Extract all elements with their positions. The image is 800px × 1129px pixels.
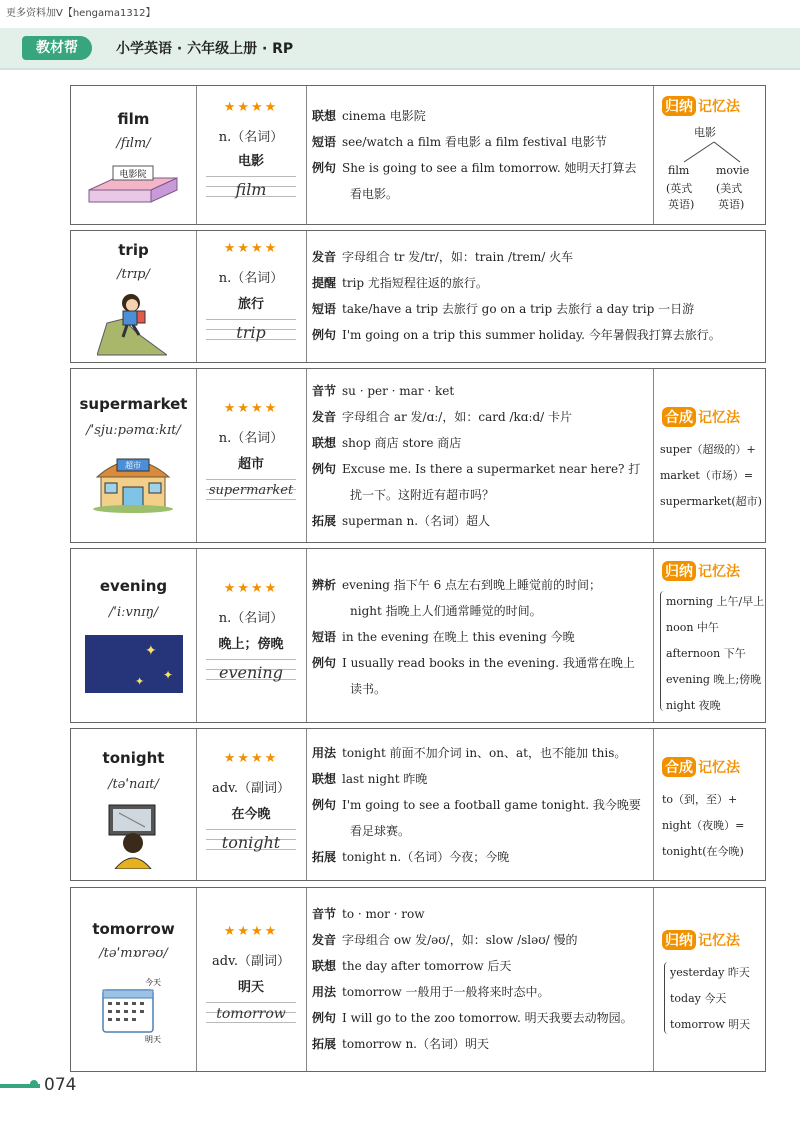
page-number: 074: [44, 1075, 77, 1095]
memory-line: afternoon 下午: [666, 647, 746, 660]
word-card-film: [70, 85, 766, 225]
memory-line: evening 晚上;傍晚: [666, 673, 762, 686]
word-card-evening: [70, 548, 766, 723]
note-row: 例句 I will go to the zoo tomorrow. 明天我要去动物园。: [312, 1011, 633, 1025]
frequency-stars: ★★★★: [223, 924, 279, 939]
word-phonetic: /ˈiːvnɪŋ/: [108, 605, 159, 620]
note-row: 发音 字母组合 tr 发/tr/，如：train /treɪn/ 火车: [312, 250, 574, 264]
memory-column: [653, 888, 767, 1071]
memory-line: supermarket(超市): [660, 495, 762, 508]
memory-line: night（夜晚）=: [662, 819, 745, 832]
word-meaning: 电影: [237, 154, 264, 169]
memory-bracket: [660, 591, 664, 711]
night-sky-illustration: [85, 635, 183, 693]
meaning-column: [196, 549, 306, 722]
memory-title: 归纳 记忆法: [662, 930, 740, 950]
notes-column: [306, 369, 653, 542]
word-card-tomorrow: [70, 887, 766, 1072]
word-headword: evening: [99, 577, 168, 595]
memory-column: [653, 729, 767, 880]
notes-column: [306, 888, 653, 1071]
calendar-tomorrow-label: 明天: [145, 1035, 161, 1044]
memory-title: 合成 记忆法: [662, 407, 740, 427]
memory-line: tonight(在今晚): [662, 845, 744, 858]
word-column: [71, 888, 196, 1071]
word-card-supermarket: [70, 368, 766, 543]
word-column: [71, 729, 196, 880]
cinema-sign-text: 电影院: [119, 170, 147, 180]
part-of-speech: n.（名词）: [218, 611, 284, 626]
hiker-illustration: [97, 289, 167, 357]
top-note: 更多资料加V【hengama1312】: [6, 8, 156, 19]
calendar-today-label: 今天: [145, 978, 161, 987]
memory-title: 合成 记忆法: [662, 757, 740, 777]
memory-column: [653, 549, 767, 722]
memory-title: 归纳 记忆法: [662, 96, 740, 116]
handwriting-sample: tomorrow: [216, 1006, 286, 1022]
part-of-speech: n.（名词）: [218, 431, 284, 446]
word-meaning: 晚上；傍晚: [218, 637, 284, 652]
memory-line: morning 上午/早上: [666, 595, 765, 608]
note-row: 短语 in the evening 在晚上 this evening 今晚: [312, 630, 575, 644]
frequency-stars: ★★★★: [223, 751, 279, 766]
note-row: 音节 to · mor · row: [312, 907, 425, 921]
supermarket-sign-text: 超市: [125, 461, 141, 470]
word-phonetic: /fɪlm/: [116, 136, 151, 151]
note-row: 用法 tonight 前面不加介词 in、on、at，也不能加 this。: [312, 746, 627, 760]
note-row: 音节 su · per · mar · ket: [312, 384, 455, 398]
meaning-column: [196, 231, 306, 362]
note-row-continued: night 指晚上人们通常睡觉的时间。: [350, 604, 542, 618]
meaning-column: [196, 86, 306, 224]
word-meaning: 在今晚: [231, 807, 271, 822]
note-row: 拓展 tomorrow n.（名词）明天: [312, 1037, 489, 1051]
notes-column: [306, 549, 653, 722]
word-meaning: 超市: [237, 457, 264, 472]
cinema-illustration: [85, 164, 181, 204]
memory-line: today 今天: [670, 992, 727, 1005]
note-row: 发音 字母组合 ow 发/əʊ/，如：slow /sləʊ/ 慢的: [312, 933, 578, 947]
tv-watcher-illustration: [105, 803, 161, 869]
memory-column: [653, 369, 767, 542]
word-phonetic: /trɪp/: [117, 267, 150, 282]
memory-line: to（到，至）+: [662, 793, 738, 806]
word-column: [71, 549, 196, 722]
note-row: 例句 Excuse me. Is there a supermarket near here? 打: [312, 462, 641, 476]
note-row: 用法 tomorrow 一般用于一般将来时态中。: [312, 985, 550, 999]
word-headword: tomorrow: [92, 920, 175, 938]
memory-branch-left-note2: 英语): [668, 198, 695, 211]
note-row-continued: 看足球赛。: [350, 824, 411, 838]
meaning-column: [196, 729, 306, 880]
memory-root: 电影: [694, 126, 716, 139]
memory-line: night 夜晚: [666, 699, 721, 712]
notes-column: [306, 231, 765, 362]
memory-bracket: [664, 962, 668, 1034]
part-of-speech: n.（名词）: [218, 130, 284, 145]
memory-branch-lines: [674, 140, 754, 164]
note-row-continued: 看电影。: [350, 187, 399, 201]
word-headword: tonight: [102, 749, 165, 767]
memory-line: market（市场）=: [660, 469, 754, 482]
star-icon: ✦: [145, 643, 157, 659]
memory-branch-right-note2: 英语): [718, 198, 745, 211]
notes-column: [306, 86, 653, 224]
word-meaning: 明天: [237, 980, 264, 995]
word-headword: supermarket: [79, 395, 188, 413]
note-row: 发音 字母组合 ar 发/ɑː/，如：card /kɑːd/ 卡片: [312, 410, 573, 424]
part-of-speech: adv.（副词）: [211, 781, 290, 796]
word-card-trip: [70, 230, 766, 363]
frequency-stars: ★★★★: [223, 581, 279, 596]
note-row: 辨析 evening 指下午 6 点左右到晚上睡觉前的时间；: [312, 578, 602, 592]
word-meaning: 旅行: [237, 297, 264, 312]
memory-title: 归纳 记忆法: [662, 561, 740, 581]
word-phonetic: /təˈnaɪt/: [108, 777, 159, 792]
memory-line: yesterday 昨天: [670, 966, 750, 979]
note-row: 联想 the day after tomorrow 后天: [312, 959, 512, 973]
memory-column: [653, 86, 767, 224]
word-headword: trip: [118, 241, 149, 259]
memory-branch-left: film: [668, 164, 690, 177]
word-phonetic: /təˈmɒrəʊ/: [99, 946, 168, 961]
part-of-speech: n.（名词）: [218, 271, 284, 286]
notes-column: [306, 729, 653, 880]
word-column: [71, 231, 196, 362]
part-of-speech: adv.（副词）: [211, 954, 290, 969]
star-icon: ✦: [163, 668, 174, 682]
calendar-illustration: [101, 976, 171, 1046]
note-row: 提醒 trip 尤指短程往返的旅行。: [312, 276, 488, 290]
memory-branch-left-note: (英式: [666, 182, 693, 195]
supermarket-illustration: [93, 449, 173, 513]
word-column: [71, 369, 196, 542]
note-row: 短语 see/watch a film 看电影 a film festival 电影节: [312, 135, 607, 149]
star-icon: ✦: [135, 675, 145, 688]
memory-branch-right: movie: [716, 164, 750, 177]
note-row: 例句 I'm going to see a football game tonight. 我今晚要: [312, 798, 641, 812]
note-row: 拓展 superman n.（名词）超人: [312, 514, 491, 528]
meaning-column: [196, 888, 306, 1071]
frequency-stars: ★★★★: [223, 241, 279, 256]
handwriting-sample: tonight: [221, 833, 281, 852]
handwriting-sample: trip: [236, 323, 266, 342]
book-badge: 教材帮: [22, 36, 92, 60]
frequency-stars: ★★★★: [223, 100, 279, 115]
memory-branch-right-note: (美式: [716, 182, 743, 195]
memory-line: super（超级的）+: [660, 443, 756, 456]
note-row: 例句 I'm going on a trip this summer holiday. 今年暑假我打算去旅行。: [312, 328, 721, 342]
note-row: 例句 She is going to see a film tomorrow. 她明天打算去: [312, 161, 637, 175]
note-row-continued: 扰一下。这附近有超市吗？: [350, 488, 495, 502]
memory-line: tomorrow 明天: [670, 1018, 751, 1031]
note-row: 例句 I usually read books in the evening. 我通常在晚上: [312, 656, 635, 670]
handwriting-sample: evening: [219, 663, 283, 682]
memory-line: noon 中午: [666, 621, 719, 634]
note-row: 联想 shop 商店 store 商店: [312, 436, 462, 450]
note-row-continued: 读书。: [350, 682, 387, 696]
footer-accent-dot: [30, 1080, 38, 1088]
word-column: [71, 86, 196, 224]
word-card-tonight: [70, 728, 766, 881]
meaning-column: [196, 369, 306, 542]
note-row: 联想 cinema 电影院: [312, 109, 426, 123]
frequency-stars: ★★★★: [223, 401, 279, 416]
word-phonetic: /ˈsjuːpəmɑːkɪt/: [86, 423, 181, 438]
handwriting-sample: film: [235, 180, 267, 199]
note-row: 短语 take/have a trip 去旅行 go on a trip 去旅行 a day trip 一日游: [312, 302, 695, 316]
word-headword: film: [117, 110, 150, 128]
note-row: 拓展 tonight n.（名词）今夜；今晚: [312, 850, 510, 864]
note-row: 联想 last night 昨晚: [312, 772, 428, 786]
handwriting-sample: supermarket: [208, 483, 294, 498]
course-title: 小学英语 · 六年级上册 · RP: [116, 41, 294, 57]
